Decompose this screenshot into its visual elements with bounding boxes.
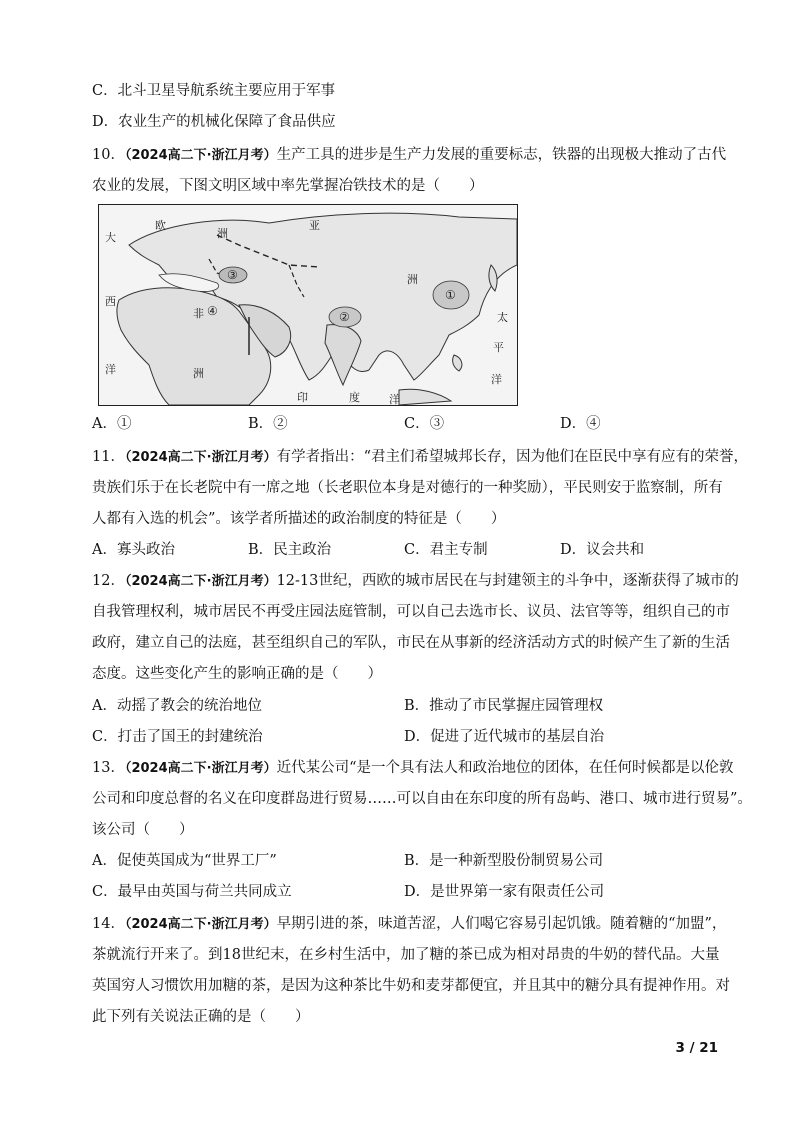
q11-option-a[interactable]: A．寡头政治 bbox=[92, 542, 175, 558]
q12-option-c[interactable]: C．打击了国王的封建统治 bbox=[92, 729, 263, 745]
q11-line-2: 贵族们乐于在长老院中有一席之地（长老职位本身是对德行的一种奖励），平民则安于监察制，所有 bbox=[92, 480, 723, 496]
source-tag: （2024高二下·浙江月考） bbox=[124, 148, 277, 163]
map-label-indian-3: 洋 bbox=[389, 393, 400, 405]
map-label-africa-2: 洲 bbox=[193, 367, 204, 380]
source-tag: （2024高二下·浙江月考） bbox=[124, 917, 277, 932]
q13-line-2: 公司和印度总督的名义在印度群岛进行贸易……可以自由在东印度的所有岛屿、港口、城市进行贸易”。 bbox=[92, 791, 752, 807]
map-label-africa-1: 非 bbox=[193, 307, 204, 320]
question-text: 早期引进的茶，味道苦涩，人们喝它容易引起饥饿。随着糖的“加盟”， bbox=[276, 916, 727, 932]
q10-line-2: 农业的发展，下图文明区域中率先掌握冶铁技术的是（ ） bbox=[92, 178, 484, 194]
q14-line-3: 英国穷人习惯饮用加糖的茶，是因为这种茶比牛奶和麦芽都便宜，并且其中的糖分具有提神作用。对 bbox=[92, 978, 730, 994]
q10-option-a[interactable]: A．① bbox=[92, 416, 132, 432]
q9-option-c[interactable]: C．北斗卫星导航系统主要应用于军事 bbox=[92, 83, 336, 99]
question-text: 有学者指出：“君主们希望城邦长存，因为他们在臣民中享有应有的荣誉， bbox=[276, 449, 748, 465]
map-label-pacific-2: 平 bbox=[493, 341, 504, 354]
page-number: 3 / 21 bbox=[675, 1040, 718, 1056]
q13-line-3: 该公司（ ） bbox=[92, 822, 194, 838]
q9-option-d[interactable]: D．农业生产的机械化保障了食品供应 bbox=[92, 114, 336, 130]
q11-option-b[interactable]: B．民主政治 bbox=[248, 542, 332, 558]
q13-option-c[interactable]: C．最早由英国与荷兰共同成立 bbox=[92, 884, 292, 900]
q14-line-2: 茶就流行开来了。到18世纪末，在乡村生活中，加了糖的茶已成为相对昂贵的牛奶的替代品。大量 bbox=[92, 947, 720, 963]
map-label-pacific-1: 太 bbox=[497, 311, 508, 324]
question-number: 14． bbox=[92, 916, 125, 932]
q12-line-1 bbox=[92, 571, 739, 592]
map-label-atlantic-1: 大 bbox=[105, 231, 116, 244]
q13-option-d[interactable]: D．是世界第一家有限责任公司 bbox=[404, 884, 605, 900]
q12-line-3: 政府，建立自己的法庭，甚至组织自己的军队，市民在从事新的经济活动方式的时候产生了新的生活 bbox=[92, 635, 730, 651]
q14-line-4: 此下列有关说法正确的是（ ） bbox=[92, 1009, 310, 1025]
map-label-atlantic-3: 洋 bbox=[105, 363, 116, 376]
q10-line-1 bbox=[92, 145, 726, 166]
q11-option-c[interactable]: C．君主专制 bbox=[404, 542, 488, 558]
map-label-indian-1: 印 bbox=[297, 391, 308, 404]
source-tag: （2024高二下·浙江月考） bbox=[124, 574, 277, 589]
q13-line-1 bbox=[92, 758, 734, 779]
world-map-figure bbox=[98, 204, 518, 406]
q12-line-4: 态度。这些变化产生的影响正确的是（ ） bbox=[92, 666, 382, 682]
q13-option-b[interactable]: B．是一种新型股份制贸易公司 bbox=[404, 853, 604, 869]
map-marker-3: ③ bbox=[227, 268, 238, 282]
question-number: 10． bbox=[92, 147, 125, 163]
q12-line-2: 自我管理权利，城市居民不再受庄园法庭管制，可以自己去选市长、议员、法官等等，组织自己的市 bbox=[92, 604, 730, 620]
q14-line-1 bbox=[92, 914, 726, 935]
question-text: 近代某公司“是一个具有法人和政治地位的团体，在任何时候都是以伦敦 bbox=[276, 760, 734, 776]
q13-option-a[interactable]: A．促使英国成为“世界工厂” bbox=[92, 853, 277, 869]
question-number: 12． bbox=[92, 573, 125, 589]
question-number: 11． bbox=[92, 449, 125, 465]
map-marker-2: ② bbox=[339, 310, 350, 324]
q12-option-a[interactable]: A．动摇了教会的统治地位 bbox=[92, 698, 262, 714]
q10-option-c[interactable]: C．③ bbox=[404, 416, 445, 432]
map-marker-4: ④ bbox=[207, 304, 218, 318]
map-label-indian-2: 度 bbox=[349, 391, 360, 404]
q10-option-d[interactable]: D．④ bbox=[560, 416, 601, 432]
q11-line-1 bbox=[92, 447, 748, 468]
question-text: 12-13世纪，西欧的城市居民在与封建领主的斗争中，逐渐获得了城市的 bbox=[276, 573, 739, 589]
map-label-asia-2: 洲 bbox=[407, 273, 418, 286]
q11-line-3: 人都有入选的机会”。该学者所描述的政治制度的特征是（ ） bbox=[92, 511, 506, 527]
question-number: 13． bbox=[92, 760, 125, 776]
q12-option-d[interactable]: D．促进了近代城市的基层自治 bbox=[404, 729, 605, 745]
q12-option-b[interactable]: B．推动了市民掌握庄园管理权 bbox=[404, 698, 604, 714]
question-text: 生产工具的进步是生产力发展的重要标志，铁器的出现极大推动了古代 bbox=[276, 147, 727, 163]
source-tag: （2024高二下·浙江月考） bbox=[124, 761, 277, 776]
map-label-europe-2: 洲 bbox=[217, 227, 228, 240]
map-label-europe-1: 欧 bbox=[155, 219, 166, 232]
map-label-pacific-3: 洋 bbox=[491, 373, 502, 386]
map-label-atlantic-2: 西 bbox=[105, 295, 116, 308]
source-tag: （2024高二下·浙江月考） bbox=[124, 450, 277, 465]
map-label-asia-1: 亚 bbox=[309, 219, 320, 232]
q11-option-d[interactable]: D．议会共和 bbox=[560, 542, 645, 558]
map-marker-1: ① bbox=[445, 288, 456, 302]
q10-option-b[interactable]: B．② bbox=[248, 416, 288, 432]
world-map-svg bbox=[99, 205, 517, 405]
